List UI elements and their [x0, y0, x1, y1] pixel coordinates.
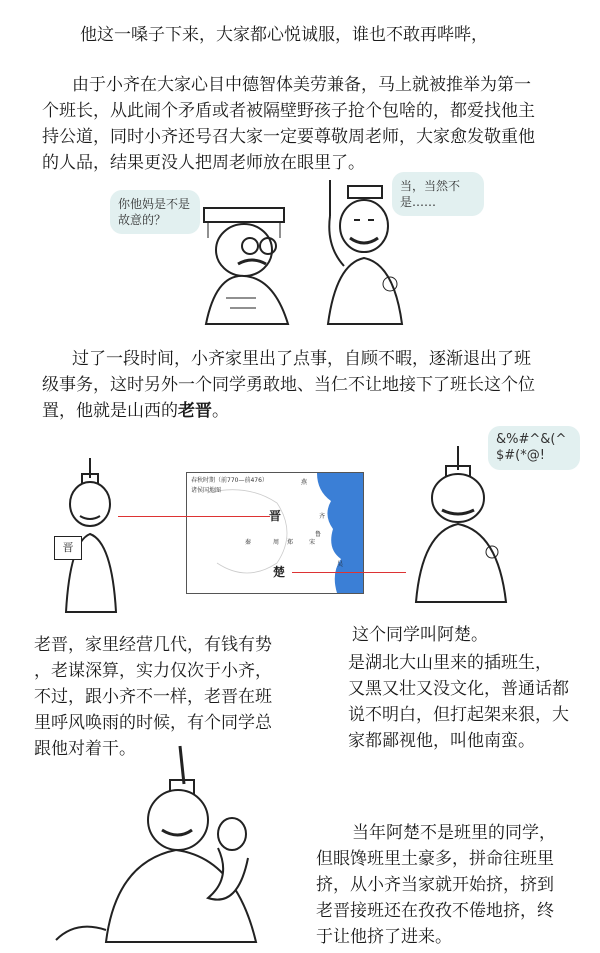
- text-prefix: 置，他就是山西的: [42, 401, 178, 421]
- map-label-qi: 齐: [319, 513, 326, 520]
- text-line: 级事务，这时另外一个同学勇敢地、当仁不让地接下了班长这个位: [42, 375, 535, 395]
- text-line: 但眼馋班里土豪多，拼命往班里: [316, 849, 554, 869]
- king-zhou-illustration: [186, 198, 306, 328]
- map-label-qin: 秦: [245, 539, 252, 546]
- arrow-chu: [292, 572, 406, 573]
- map-label-zhou: 周: [273, 539, 280, 546]
- text-line: 跟他对着干。: [34, 739, 136, 759]
- text-line: 家都鄙视他，叫他南蛮。: [348, 731, 535, 751]
- text-line: 老晋，家里经营几代，有钱有势: [34, 635, 272, 655]
- arrow-jin: [118, 516, 270, 517]
- text-line: 过了一段时间，小齐家里出了点事，自顾不暇，逐渐退出了班: [72, 349, 531, 369]
- text-line: 里呼风唤雨的时候，有个同学总: [34, 713, 272, 733]
- spring-autumn-map: [186, 472, 364, 594]
- text-line: 老晋接班还在孜孜不倦地挤，终: [316, 901, 554, 921]
- laojin-illustration: [50, 454, 140, 614]
- map-label-wu: 吴: [337, 561, 344, 568]
- map-label-jin: 晋: [269, 509, 282, 523]
- text-line: 这个同学叫阿楚。: [352, 625, 488, 645]
- intro-sentence: 他这一嗓子下来，大家都心悦诚服，谁也不敢再哔哔，: [80, 25, 488, 45]
- text-line: 不过，跟小齐不一样，老晋在班: [34, 687, 272, 707]
- laojin-name: 老晋: [178, 401, 212, 421]
- text-line: 由于小齐在大家心目中德智体美劳兼备，马上就被推举为第一: [72, 75, 531, 95]
- squeezing-in-illustration: [46, 744, 276, 944]
- jin-tablet: 晋: [54, 536, 82, 560]
- speech-bubble-achu: &%#^&(^ $#(*@!: [488, 426, 580, 470]
- text-line: 的人品，结果更没人把周老师放在眼里了。: [42, 153, 365, 173]
- text-line: 又黑又壮又没文化，普通话都: [348, 679, 569, 699]
- map-label-song: 宋: [309, 539, 316, 546]
- text-suffix: 。: [212, 401, 229, 421]
- map-label-yan: 燕: [301, 479, 308, 486]
- text-line: 持公道，同时小齐还号召大家一定要尊敬周老师，大家愈发敬重他: [42, 127, 535, 147]
- speech-bubble-right: 当，当然不是……: [392, 172, 484, 216]
- text-line: ，老谋深算，实力仅次于小齐，: [34, 661, 272, 681]
- text-line: 当年阿楚不是班里的同学，: [352, 823, 556, 843]
- text-line: 于让他挤了进来。: [316, 927, 452, 947]
- xiaoqi-illustration: [300, 176, 410, 326]
- map-subtitle: 诸侯国地图: [191, 487, 222, 494]
- text-line: 挤，从小齐当家就开始挤，挤到: [316, 875, 554, 895]
- map-label-chu: 楚: [273, 565, 286, 579]
- text-line: 说不明白，但打起架来狠，大: [348, 705, 569, 725]
- text-line: 是湖北大山里来的插班生，: [348, 653, 552, 673]
- speech-bubble-left: 你他妈是不是故意的？: [110, 190, 200, 234]
- achu-illustration: [406, 444, 516, 604]
- map-title: 春秋时期（前770—前476）: [191, 477, 268, 484]
- map-label-lu: 鲁: [315, 531, 322, 538]
- text-line: [42, 398, 229, 424]
- map-label-zheng: 郑: [287, 539, 294, 546]
- text-line: 个班长，从此闹个矛盾或者被隔壁野孩子抢个包啥的，都爱找他主: [42, 101, 535, 121]
